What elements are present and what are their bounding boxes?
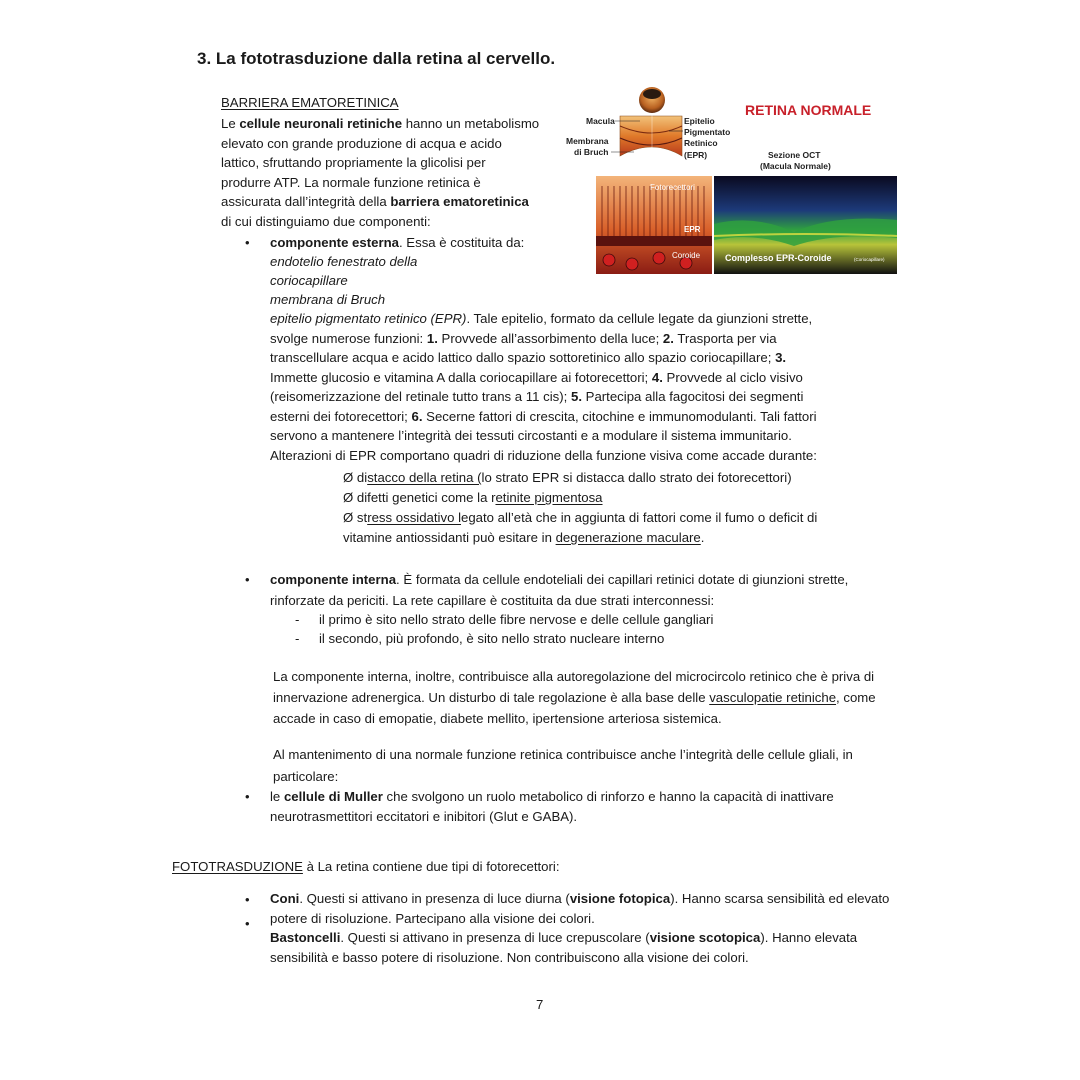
phototrans-line: sensibilità e basso potere di risoluzione. Non contribuiscono alla visione dei colori.	[270, 949, 749, 965]
retina-diagram	[564, 86, 898, 276]
label-epr: EPR	[684, 225, 701, 234]
photoreceptor-panel	[596, 176, 712, 274]
phototrans-line: potere di risoluzione. Partecipano alla visione dei colori.	[270, 910, 595, 926]
epr-line: Immette glucosio e vitamina A dalla coriocapillare ai fotorecettori; 4. Provvede al ciclo visivo	[270, 369, 803, 385]
intro-line: Le cellule neuronali retiniche hanno un metabolismo	[221, 116, 540, 131]
intro-line: lattico, sfruttando propriamente la glicolisi per	[221, 155, 486, 171]
label-pigmentato: Pigmentato	[684, 127, 731, 137]
internal-item-2: il secondo, più profondo, è sito nello strato nucleare interno	[319, 631, 665, 646]
phototrans-heading-line	[172, 857, 560, 876]
label-fotorecettori: Fotorecettori	[650, 183, 695, 192]
external-item-1: endotelio fenestrato della	[270, 254, 418, 269]
label-di-bruch: di Bruch	[574, 147, 609, 157]
dash-1: -	[295, 612, 300, 627]
barrier-heading: BARRIERA EMATORETINICA	[221, 95, 399, 110]
autoreg-line: La componente interna, inoltre, contribuisce alla autoregolazione del microcircolo retinico che è priva di	[273, 669, 875, 684]
epr-line: epitelio pigmentato retinico (EPR). Tale epitelio, formato da cellule legate da giunzioni strette,	[270, 311, 813, 326]
page-number: 7	[536, 997, 544, 1012]
label-complesso: Complesso EPR-Coroide	[725, 253, 832, 263]
epr-line: servono a mantenere l’integrità dei tessuti circostanti e a modulare il sistema immunitario.	[270, 428, 792, 443]
intro-line: produrre ATP. La normale funzione retinica è	[221, 174, 481, 190]
alteration-line: Ø stress ossidativo legato all’età che in aggiunta di fattori come il fumo o deficit di	[343, 510, 818, 525]
alteration-line: Ø distacco della retina (lo strato EPR si distacca dallo strato dei fotorecettori)	[343, 470, 792, 485]
label-membrana: Membrana	[566, 136, 609, 146]
external-item-3: membrana di Bruch	[270, 292, 386, 307]
epr-line: esterni dei fotorecettori; 6. Secerne fattori di crescita, citochine e immunomodulanti. Tali fattori	[270, 408, 817, 424]
bullet-muller: •	[245, 789, 250, 804]
epr-line: Alterazioni di EPR comportano quadri di riduzione della funzione visiva come accade durante:	[270, 447, 817, 463]
bullet-external: •	[245, 235, 250, 250]
alteration-line: Ø difetti genetici come la retinite pigmentosa	[343, 490, 603, 505]
label-epr-paren: (EPR)	[684, 150, 708, 160]
intro-line: elevato con grande produzione di acqua e acido	[221, 135, 502, 151]
bullet-bastoncelli: •	[245, 916, 250, 931]
bullet-coni: •	[245, 892, 250, 907]
internal-line: componente interna. È formata da cellule endoteliali dei capillari retinici dotate di giunzioni strette,	[270, 572, 849, 587]
glial-line: Al mantenimento di una normale funzione retinica contribuisce anche l’integrità delle cellule gliali, in	[273, 747, 853, 762]
phototrans-heading-rest: à La retina contiene due tipi di fotorecettori:	[302, 859, 560, 874]
alteration-line: vitamine antiossidanti può esitare in degenerazione maculare.	[343, 530, 705, 545]
dash-2: -	[295, 631, 300, 646]
label-macula-normale: (Macula Normale)	[760, 161, 831, 171]
bullet-internal: •	[245, 572, 250, 587]
label-coriocapillare: (Coriocapillare)	[854, 257, 885, 262]
epr-line: transcellulare acqua e acido lattico dallo spazio sottoretinico allo spazio coriocapillare; 3.	[270, 350, 787, 365]
internal-line: rinforzate da periciti. La rete capillare è costituita da due strati interconnessi:	[270, 593, 715, 608]
label-coroide: Coroide	[672, 251, 701, 260]
external-item-2: coriocapillare	[270, 273, 348, 288]
intro-line: assicurata dall’integrità della barriera ematoretinica	[221, 194, 529, 210]
glial-line: particolare:	[273, 769, 339, 784]
phototrans-line: Coni. Questi si attivano in presenza di luce diurna (visione fotopica). Hanno scarsa sensibilità ed elevato	[270, 891, 890, 906]
external-heading	[270, 233, 524, 252]
label-retinico: Retinico	[684, 138, 718, 148]
internal-item-1: il primo è sito nello strato delle fibre nervose e delle cellule gangliari	[319, 612, 714, 627]
external-rest: . Essa è costituita da:	[398, 235, 525, 250]
label-macula: Macula	[586, 116, 615, 126]
section-title: 3. La fototrasduzione dalla retina al cervello.	[197, 49, 556, 68]
eye-icon	[639, 87, 665, 113]
autoreg-line: innervazione adrenergica. Un disturbo di tale regolazione è alla base delle vasculopatie retiniche, come	[273, 690, 876, 705]
phototrans-heading: FOTOTRASDUZIONE	[172, 859, 303, 874]
external-title: componente esterna	[270, 235, 399, 250]
retina-figure	[564, 86, 898, 276]
epr-line: svolge numerose funzioni: 1. Provvede all’assorbimento della luce; 2. Trasporta per via	[270, 330, 777, 346]
muller-line: le cellule di Muller che svolgono un ruolo metabolico di rinforzo e hanno la capacità di inattivare	[270, 789, 834, 804]
phototrans-line: Bastoncelli. Questi si attivano in presenza di luce crepuscolare (visione scotopica). Hanno elevata	[270, 930, 858, 945]
label-epitelio: Epitelio	[684, 116, 715, 126]
label-sezione: Sezione OCT	[768, 150, 821, 160]
muller-line: neurotrasmettitori eccitatori e inibitori (Glut e GABA).	[270, 809, 578, 824]
autoreg-line: accade in caso di emopatie, diabete mellito, ipertensione arteriosa sistemica.	[273, 711, 722, 726]
figure-title: RETINA NORMALE	[745, 102, 872, 118]
epr-line: (reisomerizzazione del retinale tutto trans a 11 cis); 5. Partecipa alla fagocitosi dei segmenti	[270, 389, 804, 404]
oct-panel	[714, 176, 897, 274]
intro-line: di cui distinguiamo due componenti:	[221, 214, 431, 229]
